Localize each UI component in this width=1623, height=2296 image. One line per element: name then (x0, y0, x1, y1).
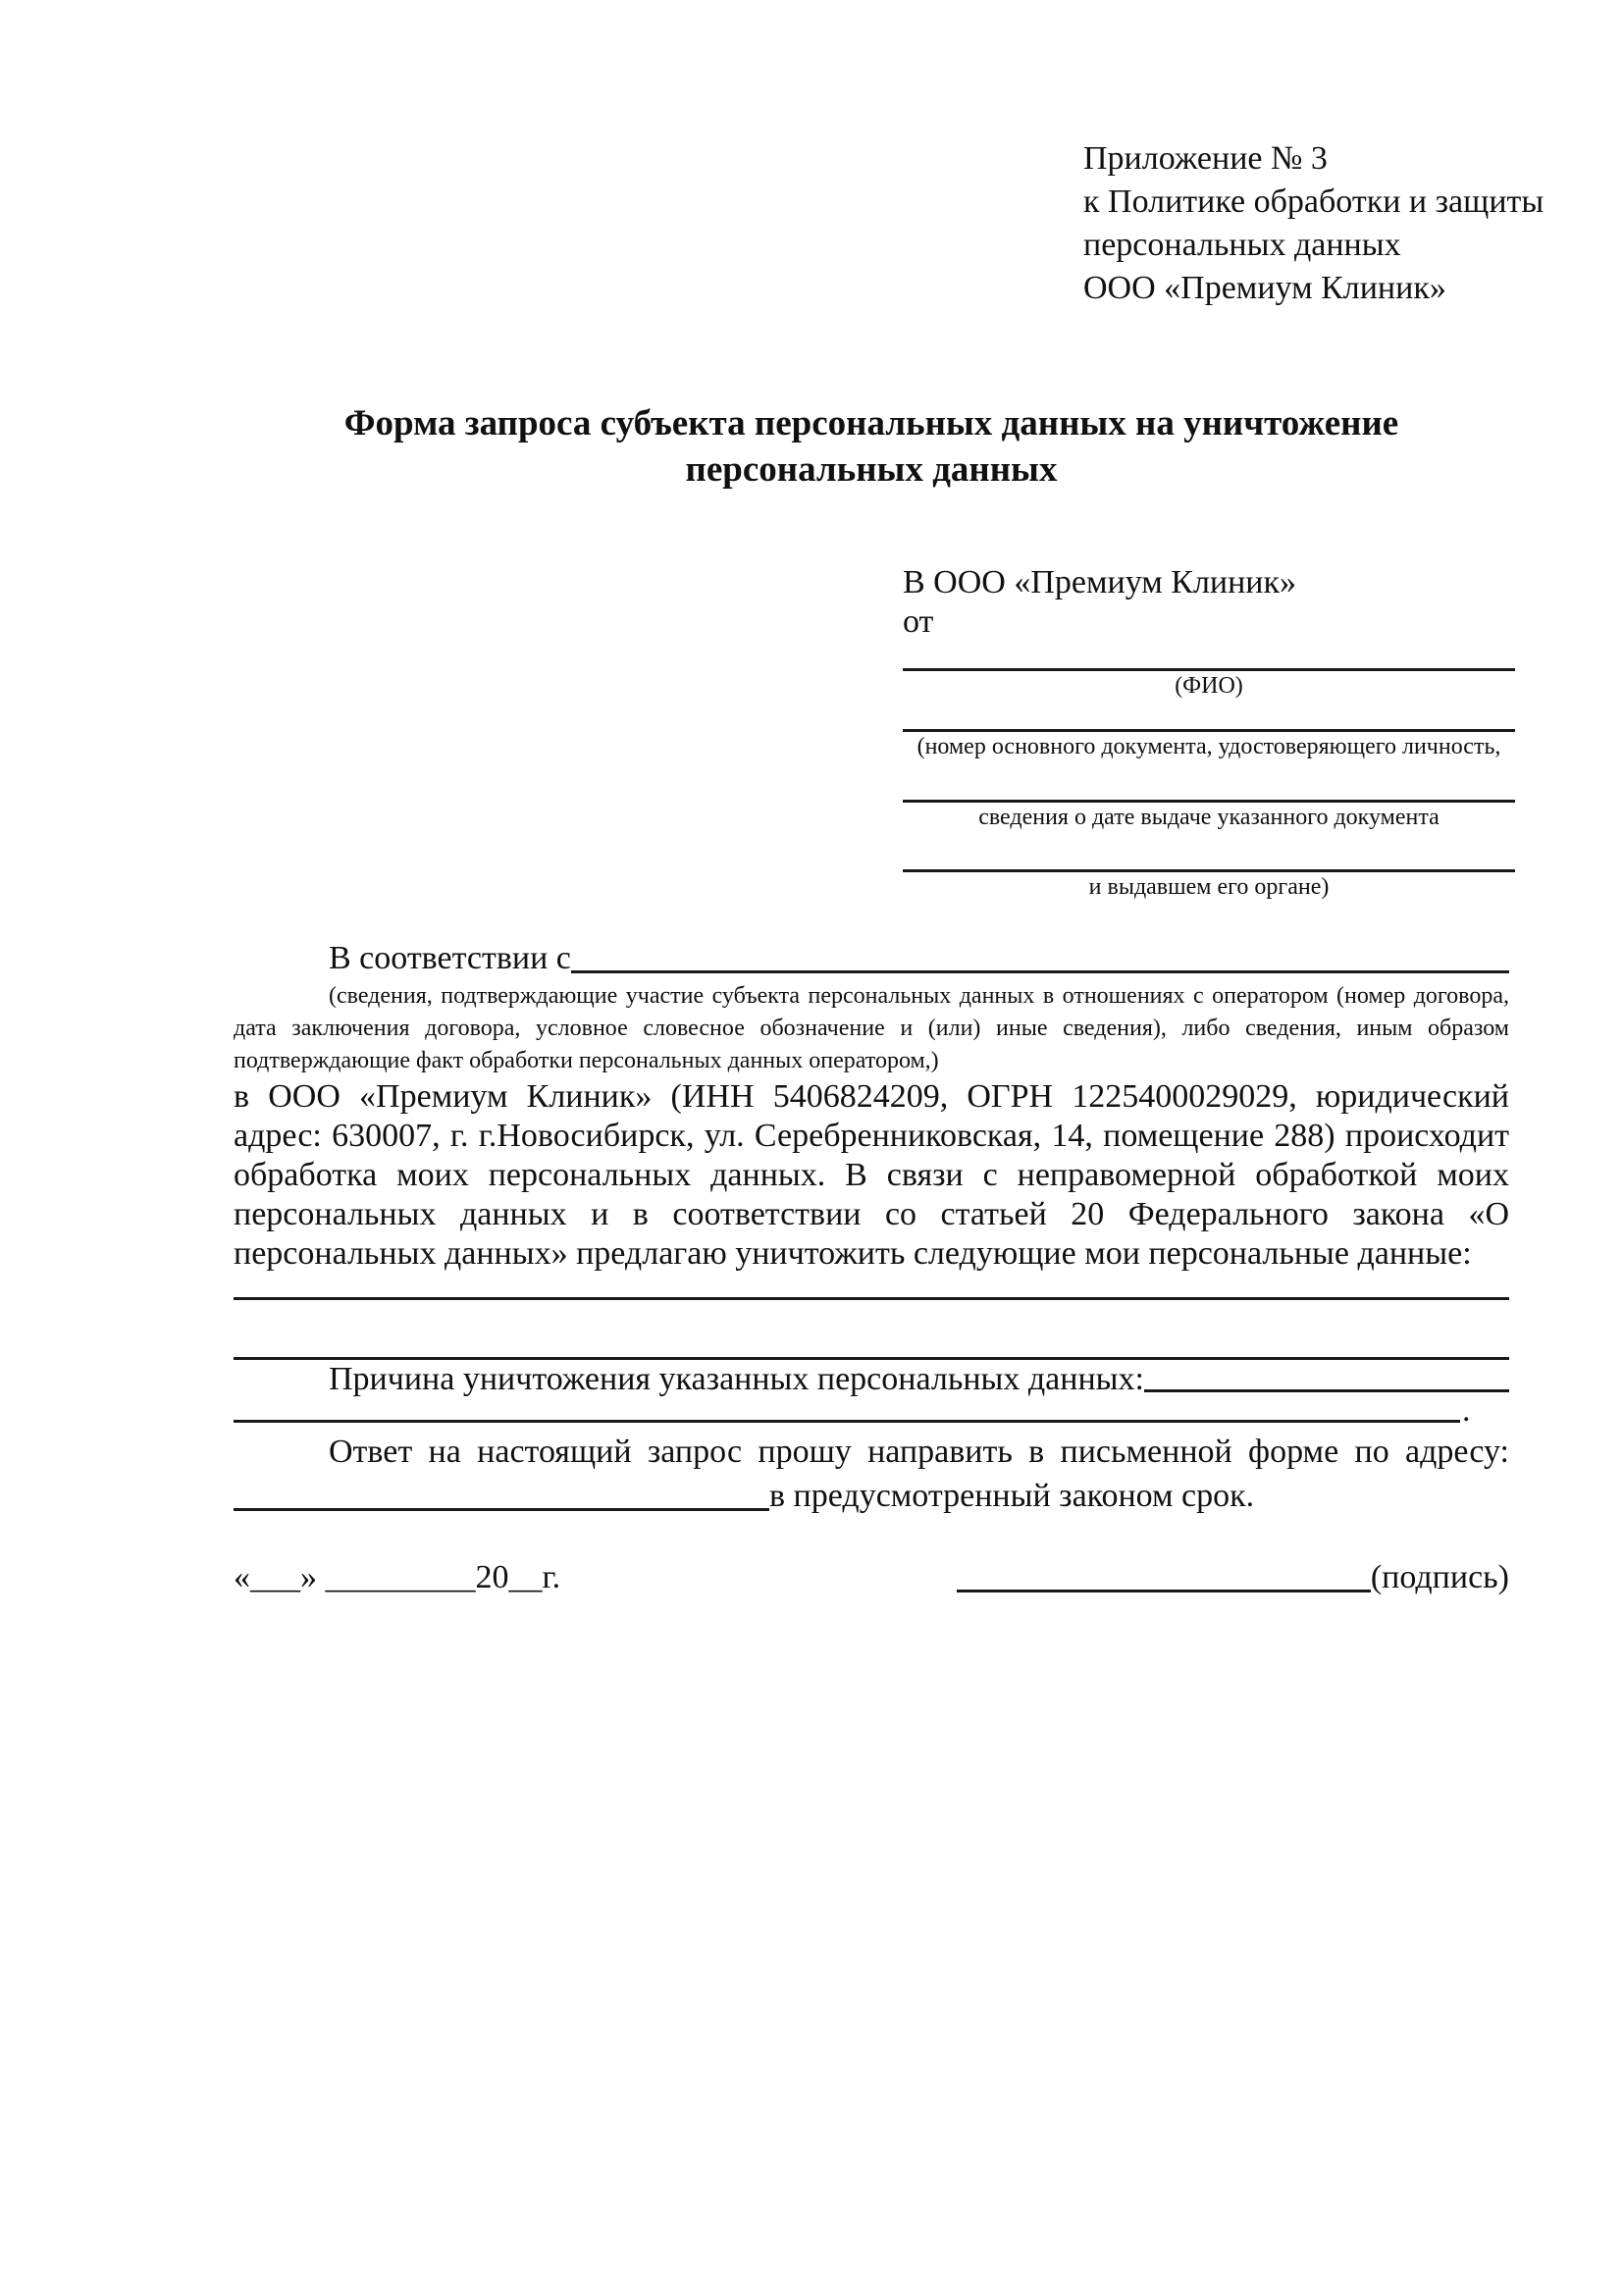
addressee-block (903, 563, 1515, 902)
appendix-header (1083, 137, 1544, 310)
fio-blank-field (903, 642, 1515, 671)
signature-blank-line (957, 1552, 1371, 1592)
reason-blank-line-2 (234, 1396, 1460, 1423)
accordance-blank-line (571, 937, 1509, 973)
addressee-from-label: от (903, 603, 934, 640)
reason-label: Причина уничтожения указанных персональных данных: (329, 1361, 1144, 1397)
response-tail-text: в предусмотренный законом срок. (769, 1478, 1255, 1514)
data-blank-line-1 (234, 1274, 1509, 1300)
appendix-header-line: Приложение № 3 (1083, 140, 1328, 177)
response-address-row (234, 1474, 1509, 1519)
signature-caption: (подпись) (1370, 1559, 1509, 1595)
reason-blank-line-2-row (234, 1392, 1509, 1429)
fio-field-caption: (ФИО) (1175, 673, 1243, 699)
issue-date-caption: сведения о дате выдаче указанного документа (978, 805, 1440, 830)
document-number-caption: (номер основного документа, удостоверяющего личность, (916, 734, 1501, 759)
accordance-footnote: (сведения, подтверждающие участие субъекта персональных данных в отношениях с оператором (номер договора, дата заключения договора, условное словесное обозначение и (или) иные сведения), либо сведения, иным образом подтверждающие факт обработки персональных данных оператором,) (234, 983, 1509, 1073)
issuing-authority-blank-field (903, 832, 1515, 872)
document-title-line: персональных данных (685, 449, 1058, 490)
document-body (234, 937, 1509, 1600)
date-blank-line: «___» _________20__г. (234, 1559, 561, 1595)
main-paragraph: в ООО «Премиум Клиник» (ИНН 5406824209, ОГРН 1225400029029, юридический адрес: 630007, г. г.Новосибирск, ул. Серебренниковская, 14, помещение 288) происходит обработка моих персональных данных. В связи с неправомерной обработкой моих персональных данных и в соответствии со статьей 20 Федерального закона «О персональных данных» предлагаю уничтожить следующие мои персональные данные: (234, 1078, 1509, 1272)
document-number-blank-field (903, 701, 1515, 732)
date-signature-row (234, 1552, 1509, 1600)
accordance-lead-text: В соответствии с (329, 940, 571, 976)
trailing-period: . (1462, 1392, 1471, 1429)
signature-cell (957, 1552, 1509, 1600)
addressee-to: В ООО «Премиум Клиник» (903, 564, 1297, 600)
issue-date-blank-field (903, 761, 1515, 803)
data-blank-line-2 (234, 1300, 1509, 1360)
accordance-row (234, 937, 1509, 980)
address-blank-line (234, 1474, 769, 1511)
appendix-header-line: к Политике обработки и защиты (1083, 183, 1544, 220)
appendix-header-line: персональных данных (1083, 227, 1401, 263)
reason-blank-line (1144, 1360, 1509, 1392)
appendix-header-line: ООО «Премиум Клиник» (1083, 270, 1446, 306)
response-request-line: Ответ на настоящий запрос прошу направить в письменной форме по адресу: (329, 1434, 1509, 1470)
issuing-authority-caption: и выдавшем его органе) (1088, 874, 1330, 900)
reason-row (234, 1360, 1509, 1399)
document-title-line: Форма запроса субъекта персональных данных на уничтожение (343, 403, 1399, 444)
document-title (234, 400, 1509, 493)
